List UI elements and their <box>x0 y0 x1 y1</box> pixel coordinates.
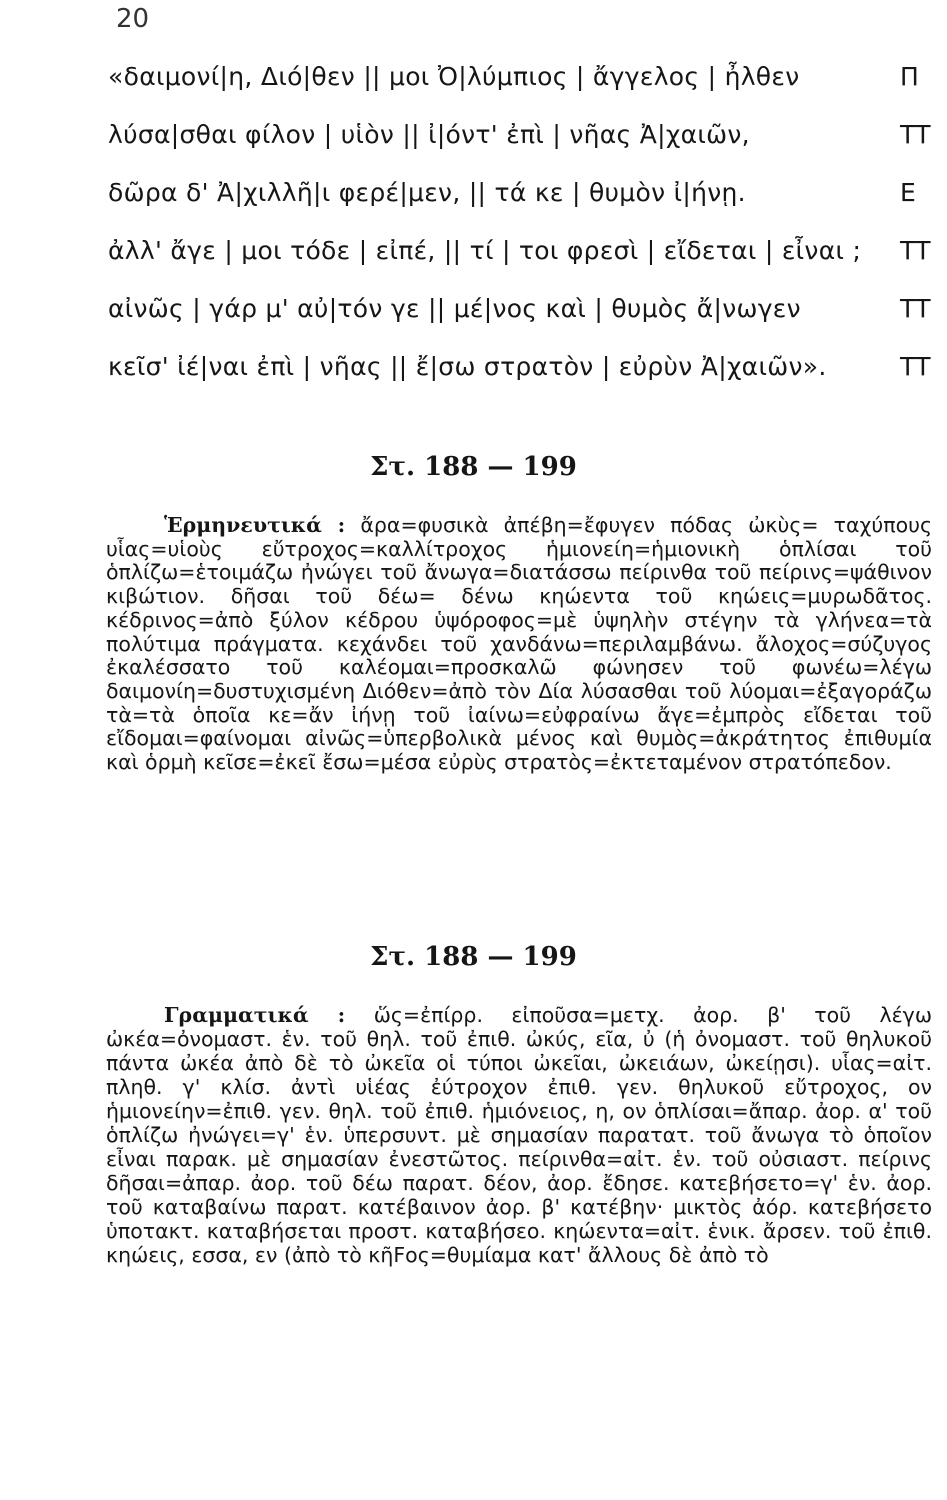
verse-meter-mark: Ε <box>900 178 916 207</box>
verse-text: δῶρα δ' Ἀ|χιλλῆ|ι φερέ|μεν, || τά κε | θυμὸν ἰ|ήνῃ. <box>108 178 746 207</box>
section-heading: Στ. 188 — 199 <box>370 452 577 482</box>
verse-meter-mark: ΤΤ <box>900 294 931 323</box>
verse-meter-mark: ΤΤ <box>900 236 931 265</box>
verse-line <box>0 352 947 410</box>
verse-line <box>0 236 947 294</box>
verse-text: κεῖσ' ἰέ|ναι ἐπὶ | νῆας || ἔ|σω στρατὸν | εὐρὺν Ἀ|χαιῶν». <box>108 352 827 381</box>
grammar-notes-label: Γραμματικά : <box>164 1003 346 1027</box>
interpretive-notes-paragraph <box>106 514 932 775</box>
interpretive-notes-body: ἄρα=φυσικὰ ἀπέβη=ἔφυγεν πόδας ὠκὺς= ταχύπους υἷας=υἱοὺς εὔτροχος=καλλίτροχος ἡμιονείη=ἡμιονικὴ ὁπλίσαι τοῦ ὁπλίζω=ἑτοιμάζω ἠνώγει τοῦ ἄνωγα=διατάσσω πείρινθα τοῦ πείρινς=ψάθινον κιβώτιον. δῆσαι τοῦ δέω= δένω κηώεντα τοῦ κηώεις=μυρωδᾶτος. κέδρινος=ἀπὸ ξύλον κέδρου ὑψόροφος=μὲ ὑψηλὴν στέγην τὰ γλήνεα=τὰ πολύτιμα πράγματα. κεχάνδει τοῦ χανδάνω=περιλαμβάνω. ἄλοχος=σύζυγος ἐκαλέσσατο τοῦ καλέομαι=προσκαλῶ φώνησεν τοῦ φωνέω=λέγω δαιμονίη=δυστυχισμένη Διόθεν=ἀπὸ τὸν Δία λύσασθαι τοῦ λύομαι=ἐξαγοράζω τὰ=τὰ ὁποῖα κε=ἄν ἰήνῃ τοῦ ἰαίνω=εὐφραίνω ἄγε=ἐμπρὸς εἴδεται τοῦ εἴδομαι=φαίνομαι αἰνῶς=ὑπερβολικὰ μένος καὶ θυμὸς=ἀκράτητος ἐπιθυμία καὶ ὁρμὴ κεῖσε=ἐκεῖ ἔσω=μέσα εὐρὺς στρατὸς=ἐκτεταμένον στρατόπεδον. <box>106 513 932 775</box>
page-number: 20 <box>116 4 150 34</box>
verse-line <box>0 294 947 352</box>
grammar-notes-body: ὥς=ἐπίρρ. εἰποῦσα=μετχ. ἀορ. β' τοῦ λέγω ὠκέα=ὀνομαστ. ἑν. τοῦ θηλ. τοῦ ἐπιθ. ὠκύς, εῖα, ὐ (ἡ ὀνομαστ. τοῦ θηλυκοῦ πάντα ὠκέα ἀπὸ δὲ τὸ ὠκεῖα οἱ τύποι ὠκεῖαι, ὠκειάων, ὠκείῃσι). υἷας=αἰτ. πληθ. γ' κλίσ. ἀντὶ υἱέας ἐύτροχον ἐπιθ. γεν. θηλυκοῦ εὔτροχος, ον ἡμιονείην=ἐπιθ. γεν. θηλ. τοῦ ἐπιθ. ἡμιόνειος, η, ον ὁπλίσαι=ἄπαρ. ἀορ. α' τοῦ ὁπλίζω ἠνώγει=γ' ἑν. ὑπερσυντ. μὲ σημασίαν παρατατ. τοῦ ἄνωγα τὸ ὁποῖον εἶναι παρακ. μὲ σημασίαν ἐνεστῶτος. πείρινθα=αἰτ. ἑν. τοῦ οὐσιαστ. πείρινς δῆσαι=ἀπαρ. ἀορ. τοῦ δέω παρατ. δέον, ἀορ. ἔδησε. κατεβήσετο=γ' ἑν. ἀορ. τοῦ καταβαίνω παρατ. κατέβαινον ἀορ. β' κατέβην· μικτὸς ἀόρ. κατεβήσετο ὑποτακτ. καταβήσεται προστ. καταβήσεο. κηώεντα=αἰτ. ἑνικ. ἄρσεν. τοῦ ἐπιθ. κηώεις, εσσα, εν (ἀπὸ τὸ κῆϜος=θυμίαμα κατ' ἄλλους δὲ ἀπὸ τὸ <box>106 1003 932 1267</box>
grammar-notes-paragraph <box>106 1003 932 1267</box>
verse-text: λύσα|σθαι φίλον | υἱὸν || ἰ|όντ' ἐπὶ | νῆας Ἀ|χαιῶν, <box>108 120 750 149</box>
verse-line <box>0 120 947 178</box>
verse-meter-mark: ΤΤ <box>900 120 931 149</box>
verse-meter-mark: ΤΤ <box>900 352 931 381</box>
verse-line <box>0 62 947 120</box>
verse-meter-mark: Π <box>900 62 919 91</box>
verse-block <box>0 62 947 410</box>
verse-line <box>0 178 947 236</box>
section-heading: Στ. 188 — 199 <box>370 942 577 972</box>
verse-text: ἀλλ' ἄγε | μοι τόδε | εἰπέ, || τί | τοι φρεσὶ | εἴδεται | εἶναι ; <box>108 236 862 265</box>
verse-text: αἰνῶς | γάρ μ' αὐ|τόν γε || μέ|νος καὶ | θυμὸς ἄ|νωγεν <box>108 294 801 323</box>
verse-text: «δαιμονί|η, Διό|θεν || μοι Ὀ|λύμπιος | ἄγγελος | ἦλθεν <box>108 62 800 91</box>
interpretive-notes-label: Ἑρμηνευτικά : <box>164 513 346 537</box>
